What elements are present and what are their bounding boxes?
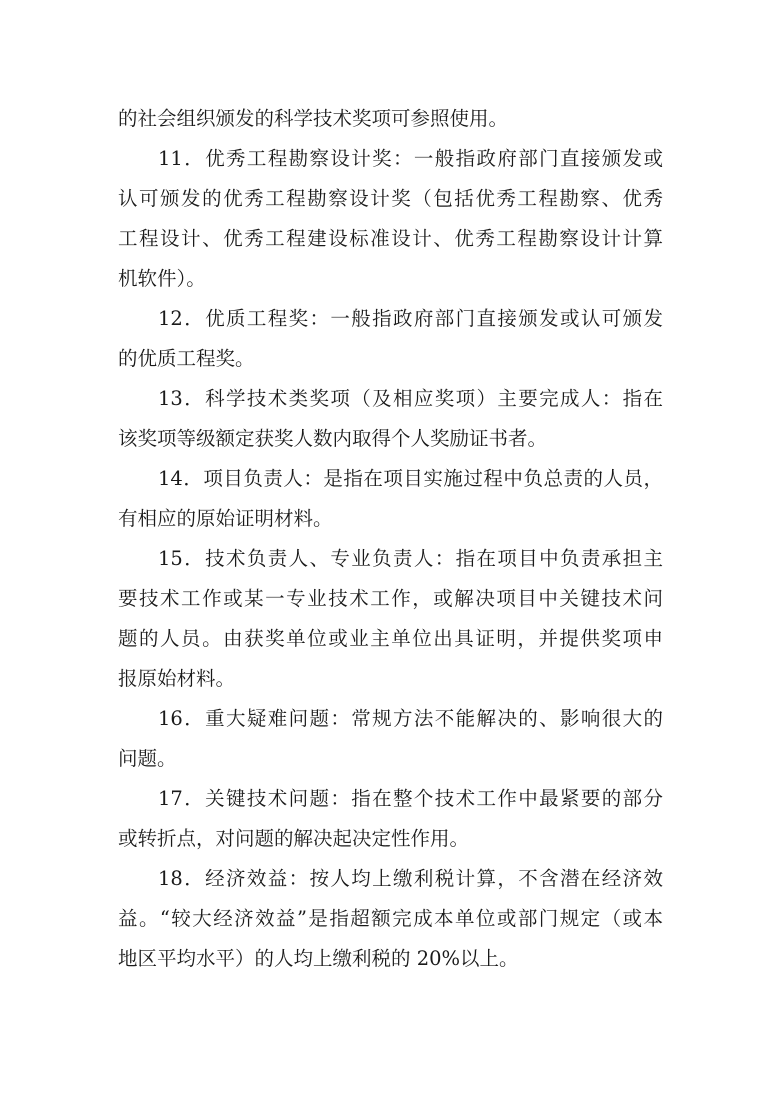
text-line: 题的人员。由获奖单位或业主单位出具证明，并提供奖项申 (118, 627, 663, 650)
text-line: 的优质工程奖。 (118, 347, 255, 370)
paragraph-18-heading-line: 18．经济效益：按人均上缴利税计算，不含潜在经济效 (158, 867, 663, 890)
text-line: 机软件）。 (118, 267, 206, 290)
text-line: 工程设计、优秀工程建设标准设计、优秀工程勘察设计计算 (118, 227, 663, 250)
paragraph-16-heading-line: 16．重大疑难问题：常规方法不能解决的、影响很大的 (158, 707, 663, 730)
paragraph-11-heading-line: 11．优秀工程勘察设计奖：一般指政府部门直接颁发或 (158, 147, 663, 170)
text-line: 问题。 (118, 747, 177, 770)
text-line: 或转折点，对问题的解决起决定性作用。 (118, 827, 470, 850)
text-line: 该奖项等级额定获奖人数内取得个人奖励证书者。 (118, 427, 548, 450)
text-line: 认可颁发的优秀工程勘察设计奖（包括优秀工程勘察、优秀 (118, 187, 663, 210)
text-line: 益。“较大经济效益”是指超额完成本单位或部门规定（或本 (118, 907, 663, 930)
paragraph-13-heading-line: 13．科学技术类奖项（及相应奖项）主要完成人：指在 (158, 387, 663, 410)
text-line: 有相应的原始证明材料。 (118, 507, 333, 530)
paragraph-17-heading-line: 17．关键技术问题：指在整个技术工作中最紧要的部分 (158, 787, 663, 810)
text-line: 的社会组织颁发的科学技术奖项可参照使用。 (118, 107, 509, 130)
paragraph-15-heading-line: 15．技术负责人、专业负责人：指在项目中负责承担主 (158, 547, 663, 570)
text-line: 要技术工作或某一专业技术工作，或解决项目中关键技术问 (118, 587, 663, 610)
paragraph-12-heading-line: 12．优质工程奖：一般指政府部门直接颁发或认可颁发 (158, 307, 663, 330)
text-line: 报原始材料。 (118, 667, 236, 690)
text-line: 地区平均水平）的人均上缴利税的 20%以上。 (118, 947, 519, 970)
paragraph-14-heading-line: 14．项目负责人：是指在项目实施过程中负总责的人员， (158, 467, 663, 490)
